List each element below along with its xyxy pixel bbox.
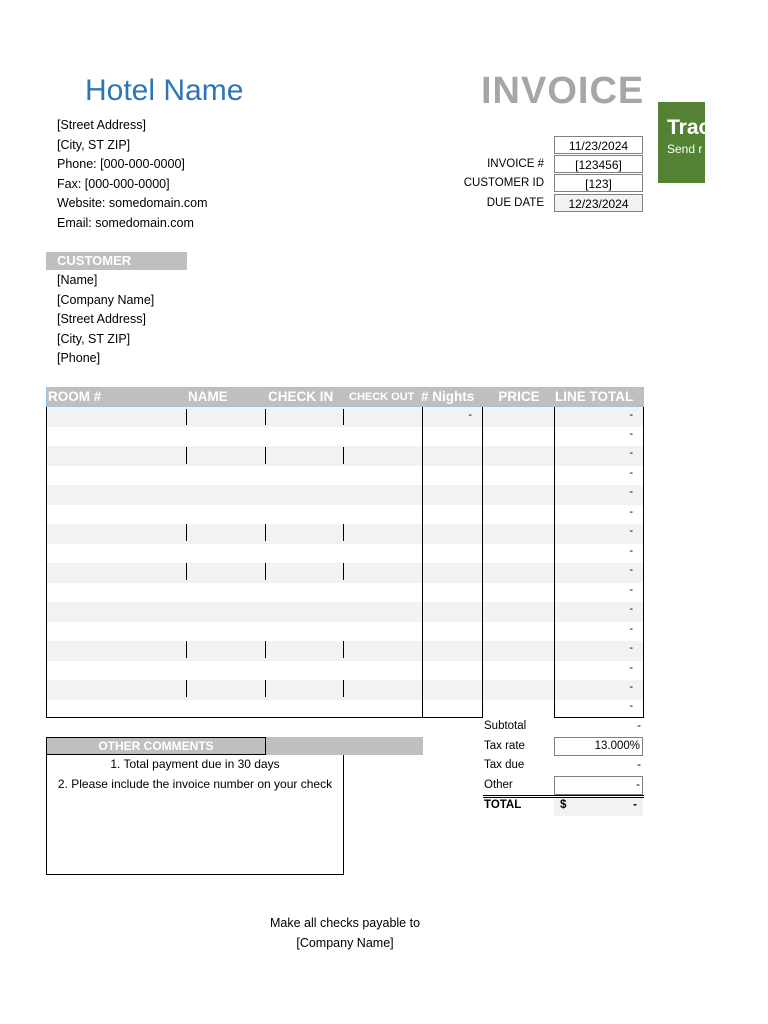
- line-total-cell: -: [629, 564, 633, 576]
- invoice-title: INVOICE: [481, 70, 645, 112]
- cell-separator: [343, 447, 344, 464]
- promo-subtitle: Send r: [667, 142, 703, 156]
- cell-separator: [186, 563, 187, 580]
- cell-separator: [186, 447, 187, 464]
- line-total-cell: -: [629, 506, 633, 518]
- line-total-cell: -: [629, 603, 633, 615]
- line-total-cell: -: [629, 623, 633, 635]
- invoice-number-cell[interactable]: [123456]: [554, 155, 643, 173]
- line-total-cell: -: [629, 584, 633, 596]
- col-room: ROOM #: [48, 389, 102, 404]
- cell-separator: [343, 680, 344, 697]
- invoice-date-cell[interactable]: 11/23/2024: [554, 136, 643, 154]
- other-label: Other: [484, 779, 513, 791]
- nights-cell: -: [468, 409, 472, 421]
- due-date-label: DUE DATE: [486, 197, 544, 209]
- col-nights: # Nights: [421, 389, 475, 404]
- table-border-bottom: [46, 717, 483, 718]
- customer-phone: [Phone]: [57, 351, 101, 365]
- promo-title: Trac: [667, 116, 711, 139]
- customer-name: [Name]: [57, 273, 98, 287]
- cell-separator: [265, 524, 266, 541]
- line-total-cell: -: [629, 642, 633, 654]
- tax-rate-value[interactable]: 13.000%: [554, 737, 643, 756]
- table-border-nights: [422, 407, 423, 718]
- line-total-cell: -: [629, 700, 633, 712]
- col-check-out: CHECK OUT: [349, 391, 415, 403]
- col-name: NAME: [188, 389, 228, 404]
- city-state-zip: [City, ST ZIP]: [57, 137, 131, 152]
- total-rule-1: [483, 795, 644, 796]
- cell-separator: [186, 680, 187, 697]
- line-total-cell: -: [629, 428, 633, 440]
- footer-line-1: Make all checks payable to: [269, 916, 421, 930]
- line-total-cell: -: [629, 409, 633, 421]
- total-label: TOTAL: [484, 799, 522, 811]
- cell-separator: [265, 563, 266, 580]
- website: Website: somedomain.com: [57, 196, 208, 210]
- cell-separator: [186, 524, 187, 541]
- cell-separator: [265, 447, 266, 464]
- line-total-cell: -: [629, 486, 633, 498]
- hotel-name: Hotel Name: [85, 74, 244, 107]
- line-total-cell: -: [629, 525, 633, 537]
- cell-separator: [186, 409, 187, 425]
- customer-street: [Street Address]: [57, 312, 146, 326]
- total-currency: $: [560, 799, 567, 811]
- col-line-total: LINE TOTAL: [555, 389, 634, 404]
- cell-separator: [186, 641, 187, 658]
- comment-line-2: 2. Please include the invoice number on your check: [57, 776, 333, 791]
- customer-heading: CUSTOMER: [46, 252, 187, 270]
- table-border-left: [46, 407, 47, 718]
- comment-line-1: 1. Total payment due in 30 days: [110, 757, 280, 771]
- tax-rate-label: Tax rate: [484, 740, 525, 752]
- email: Email: somedomain.com: [57, 215, 194, 230]
- cell-separator: [343, 524, 344, 541]
- other-value[interactable]: -: [554, 776, 643, 795]
- table-border-right: [643, 407, 644, 718]
- tax-due-value: -: [637, 759, 641, 771]
- cell-separator: [343, 409, 344, 425]
- tax-due-label: Tax due: [484, 759, 525, 771]
- cell-separator: [343, 641, 344, 658]
- customer-company: [Company Name]: [57, 292, 155, 307]
- phone: Phone: [000-000-0000]: [57, 157, 185, 171]
- due-date-cell[interactable]: 12/23/2024: [554, 194, 643, 212]
- comments-heading: OTHER COMMENTS: [46, 737, 266, 755]
- cell-separator: [343, 563, 344, 580]
- line-total-cell: -: [629, 681, 633, 693]
- fax: Fax: [000-000-0000]: [57, 176, 170, 191]
- customer-id-label: CUSTOMER ID: [463, 177, 544, 189]
- line-total-cell: -: [629, 447, 633, 459]
- line-total-cell: -: [629, 467, 633, 479]
- footer: [245, 914, 445, 953]
- total-value: -: [633, 799, 637, 811]
- line-total-cell: -: [629, 545, 633, 557]
- customer-city: [City, ST ZIP]: [57, 331, 131, 346]
- table-border-price: [482, 407, 483, 718]
- line-total-cell: -: [629, 662, 633, 674]
- hotel-address: [57, 116, 208, 233]
- promo-banner[interactable]: [658, 102, 711, 183]
- cell-separator: [265, 409, 266, 425]
- col-price: PRICE: [498, 389, 540, 404]
- invoice-number-label: INVOICE #: [487, 158, 544, 170]
- col-check-in: CHECK IN: [268, 389, 334, 404]
- cell-separator: [265, 641, 266, 658]
- footer-line-2: [Company Name]: [296, 935, 394, 950]
- subtotal-value: -: [637, 720, 641, 732]
- table-border-total: [554, 407, 555, 718]
- customer-block: [57, 271, 154, 369]
- customer-id-cell[interactable]: [123]: [554, 174, 643, 192]
- comments-lines: [47, 755, 343, 794]
- cell-separator: [265, 680, 266, 697]
- subtotal-label: Subtotal: [484, 720, 527, 732]
- table-border-bottom-total: [554, 717, 644, 718]
- street-address: [Street Address]: [57, 118, 146, 132]
